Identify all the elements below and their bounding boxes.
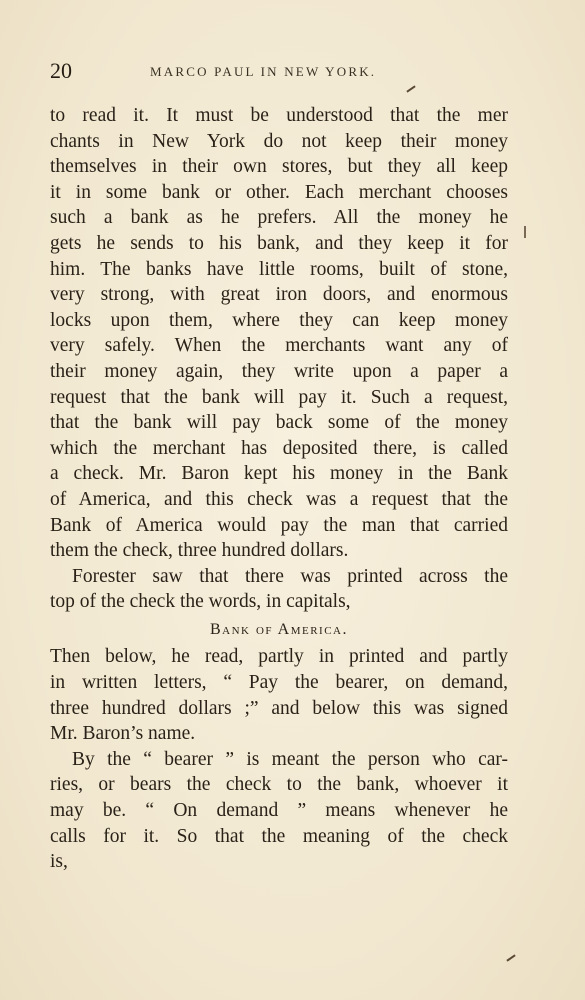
text-line: in written letters, “ Pay the bearer, on demand, [50,672,508,694]
text-line: a check. Mr. Baron kept his money in the Bank [50,463,508,485]
text-line: chants in New York do not keep their money [50,130,508,152]
text-line: top of the check the words, in capitals, [50,591,351,613]
page-header [50,58,530,88]
ink-mark [506,954,515,961]
text-line: him. The banks have little rooms, built of stone, [50,258,508,280]
text-line: Bank of America would pay the man that carried [50,514,508,536]
text-line: may be. “ On demand ” means whenever he [50,800,508,822]
text-line: of America, and this check was a request that the [50,488,508,510]
text-line: request that the bank will pay it. Such a request, [50,386,508,408]
page-number: 20 [50,58,72,83]
text-line: Mr. Baron’s name. [50,723,196,745]
text-line: By the “ bearer ” is meant the person who car- [72,748,508,770]
text-line: which the merchant has deposited there, is called [50,437,508,459]
text-line: it in some bank or other. Each merchant chooses [50,181,508,203]
text-line: is, [50,851,68,873]
text-line: gets he sends to his bank, and they keep it for [50,232,508,254]
text-line: Forester saw that there was printed across the [72,565,508,587]
text-line: such a bank as he prefers. All the money he [50,207,508,229]
text-line: locks upon them, where they can keep money [50,309,508,331]
text-line: three hundred dollars ;” and below this was signed [50,697,508,719]
text-line: very safely. When the merchants want any of [50,335,508,357]
text-line: calls for it. So that the meaning of the check [50,825,508,847]
text-line: them the check, three hundred dollars. [50,540,349,562]
text-line: their money again, they write upon a paper a [50,360,508,382]
text-line: to read it. It must be understood that the mer [50,105,508,126]
running-head: MARCO PAUL IN NEW YORK. [150,64,377,79]
text-line: ries, or bears the check to the bank, whoever it [50,774,508,796]
body-text [50,103,508,875]
text-line: very strong, with great iron doors, and enormous [50,284,508,306]
ink-mark [524,226,526,238]
centered-heading: Bank of America. [209,620,349,638]
text-line: themselves in their own stores, but they all keep [50,156,508,178]
text-line: Then below, he read, partly in printed and partly [50,646,508,668]
text-line: that the bank will pay back some of the money [50,412,508,434]
